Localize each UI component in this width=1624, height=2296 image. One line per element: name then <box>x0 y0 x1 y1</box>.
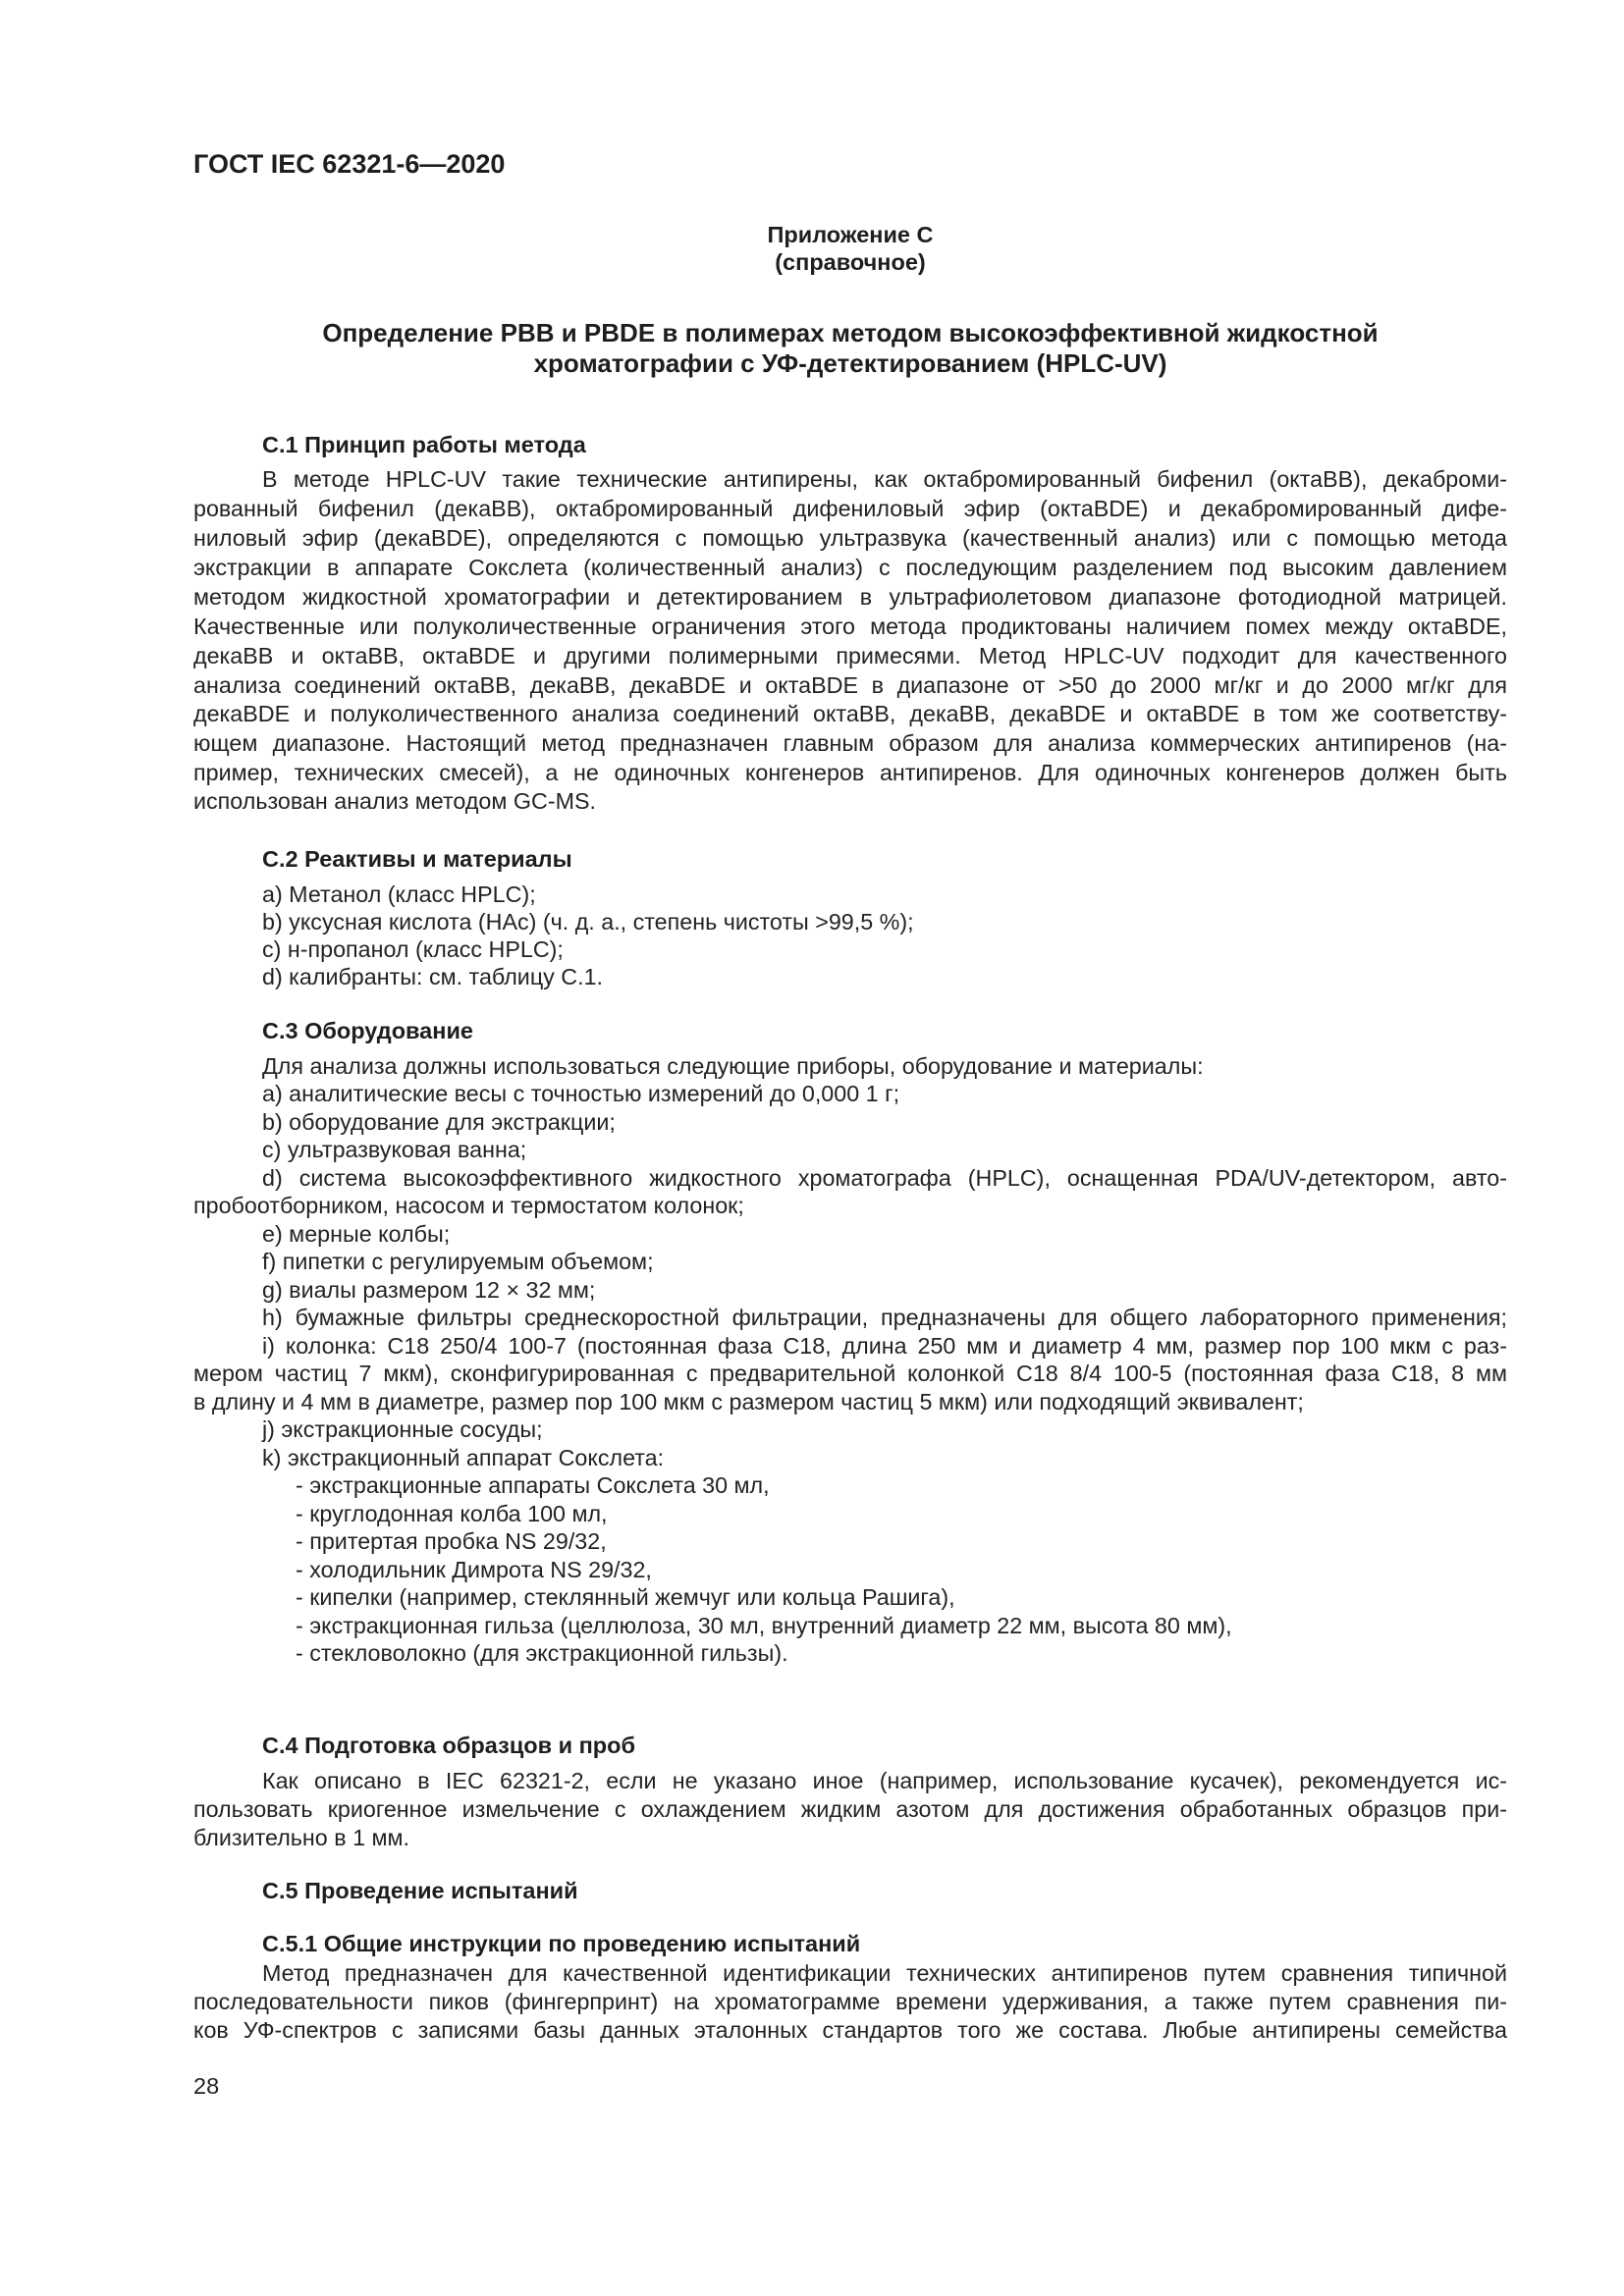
paragraph-line: использован анализ методом GC-MS. <box>193 788 596 814</box>
sub-list-item: - холодильник Димрота NS 29/32, <box>296 1557 652 1582</box>
paragraph-line: декаBDE и полуколичественного анализа соединений октаBB, декаBB, декаBDE и октаBDE в том же соответству- <box>193 701 1507 726</box>
paragraph-line: декаBB и октаBB, октаBDE и другими полимерными примесями. Метод HPLC-UV подходит для качественного <box>193 643 1507 668</box>
list-item: b) уксусная кислота (HAc) (ч. д. а., степень чистоты >99,5 %); <box>262 909 914 934</box>
list-item: a) аналитические весы с точностью измерений до 0,000 1 г; <box>262 1081 900 1106</box>
list-item: g) виалы размером 12 × 32 мм; <box>262 1277 596 1303</box>
paragraph-line: последовательности пиков (фингерпринт) на хроматограмме времени удерживания, а также путем сравнения пи- <box>193 1989 1507 2014</box>
paragraph-line: В методе HPLC-UV такие технические антипирены, как октабромированный бифенил (октаBB), декаброми- <box>262 466 1507 492</box>
section-heading-c1: С.1 Принцип работы метода <box>262 432 586 457</box>
paragraph-line: рованный бифенил (декаBB), октабромированный дифениловый эфир (октаBDE) и декабромированный дифе- <box>193 496 1507 521</box>
section-heading-c2: С.2 Реактивы и материалы <box>262 846 572 872</box>
list-item: k) экстракционный аппарат Сокслета: <box>262 1445 665 1470</box>
list-item: a) Метанол (класс HPLC); <box>262 881 536 907</box>
section-heading-c5-1: С.5.1 Общие инструкции по проведению испытаний <box>262 1931 861 1956</box>
paragraph-line: Качественные или полуколичественные ограничения этого метода продиктованы наличием помех между октаBDE, <box>193 614 1507 639</box>
paragraph-line: анализа соединений октаBB, декаBB, декаBDE и октаBDE в диапазоне от >50 до 2000 мг/кг и до 2000 мг/кг для <box>193 672 1507 698</box>
sub-list-item: - кипелки (например, стеклянный жемчуг или кольца Рашига), <box>296 1584 955 1610</box>
section-heading-c4: С.4 Подготовка образцов и проб <box>262 1733 635 1758</box>
paragraph-line: методом жидкостной хроматографии и детектированием в ультрафиолетовом диапазоне фотодиодной матрицей. <box>193 584 1507 610</box>
paragraph-line: близительно в 1 мм. <box>193 1825 410 1850</box>
annex-label: Приложение С <box>767 222 934 247</box>
section-heading-c3: С.3 Оборудование <box>262 1018 473 1043</box>
annex-type: (справочное) <box>775 249 926 275</box>
list-item: c) ультразвуковая ванна; <box>262 1137 527 1162</box>
paragraph-line: ющем диапазоне. Настоящий метод предназначен главным образом для анализа коммерческих антипиренов (на- <box>193 730 1507 756</box>
paragraph-line: ков УФ-спектров с записями базы данных эталонных стандартов того же состава. Любые антипирены семейства <box>193 2017 1507 2043</box>
sub-list-item: - притертая пробка NS 29/32, <box>296 1528 607 1554</box>
paragraph-line: Как описано в IEC 62321-2, если не указано иное (например, использование кусачек), рекомендуется ис- <box>262 1768 1507 1793</box>
sub-list-item: - круглодонная колба 100 мл, <box>296 1501 608 1526</box>
paragraph-line: Для анализа должны использоваться следующие приборы, оборудование и материалы: <box>262 1053 1204 1079</box>
sub-list-item: - стекловолокно (для экстракционной гильзы). <box>296 1640 788 1666</box>
paragraph-line: экстракции в аппарате Сокслета (количественный анализ) с последующим разделением под высоким давлением <box>193 555 1507 580</box>
annex-title-line-1: Определение PBB и PBDE в полимерах методом высокоэффективной жидкостной <box>322 318 1379 347</box>
paragraph-line: пользовать криогенное измельчение с охлаждением жидким азотом для достижения обработанных образцов при- <box>193 1796 1507 1822</box>
list-item: f) пипетки с регулируемым объемом; <box>262 1249 654 1274</box>
page-number: 28 <box>193 2073 220 2099</box>
list-item: i) колонка: С18 250/4 100-7 (постоянная фаза С18, длина 250 мм и диаметр 4 мм, размер пор 100 мкм с раз- <box>262 1333 1507 1359</box>
list-item-continuation: мером частиц 7 мкм), сконфигурированная с предварительной колонкой С18 8/4 100-5 (постоянная фаза С18, 8 мм <box>193 1361 1507 1386</box>
list-item-continuation: пробоотборником, насосом и термостатом колонок; <box>193 1193 744 1218</box>
annex-title-line-2: хроматографии с УФ-детектированием (HPLC-UV) <box>533 348 1167 378</box>
sub-list-item: - экстракционная гильза (целлюлоза, 30 мл, внутренний диаметр 22 мм, высота 80 мм), <box>296 1613 1232 1638</box>
list-item: d) калибранты: см. таблицу С.1. <box>262 964 604 989</box>
list-item: b) оборудование для экстракции; <box>262 1109 616 1135</box>
paragraph-line: ниловый эфир (декаBDE), определяются с помощью ультразвука (качественный анализ) или с помощью метода <box>193 525 1507 551</box>
list-item: e) мерные колбы; <box>262 1221 451 1247</box>
list-item: c) н-пропанол (класс HPLC); <box>262 936 564 962</box>
list-item: d) система высокоэффективного жидкостного хроматографа (HPLC), оснащенная PDA/UV-детектором, авто- <box>262 1165 1507 1191</box>
list-item: j) экстракционные сосуды; <box>262 1416 543 1442</box>
section-heading-c5: С.5 Проведение испытаний <box>262 1878 578 1903</box>
document-header: ГОСТ IEC 62321-6—2020 <box>193 149 506 179</box>
paragraph-line: пример, технических смесей), а не одиночных конгенеров антипиренов. Для одиночных конгенеров должен быть <box>193 760 1507 785</box>
paragraph-line: Метод предназначен для качественной идентификации технических антипиренов путем сравнения типичной <box>262 1960 1507 1986</box>
list-item-continuation: в длину и 4 мм в диаметре, размер пор 100 мкм с размером частиц 5 мкм) или подходящий эквивалент; <box>193 1389 1304 1415</box>
list-item: h) бумажные фильтры среднескоростной фильтрации, предназначены для общего лабораторного применения; <box>262 1305 1507 1330</box>
sub-list-item: - экстракционные аппараты Сокслета 30 мл, <box>296 1472 770 1498</box>
